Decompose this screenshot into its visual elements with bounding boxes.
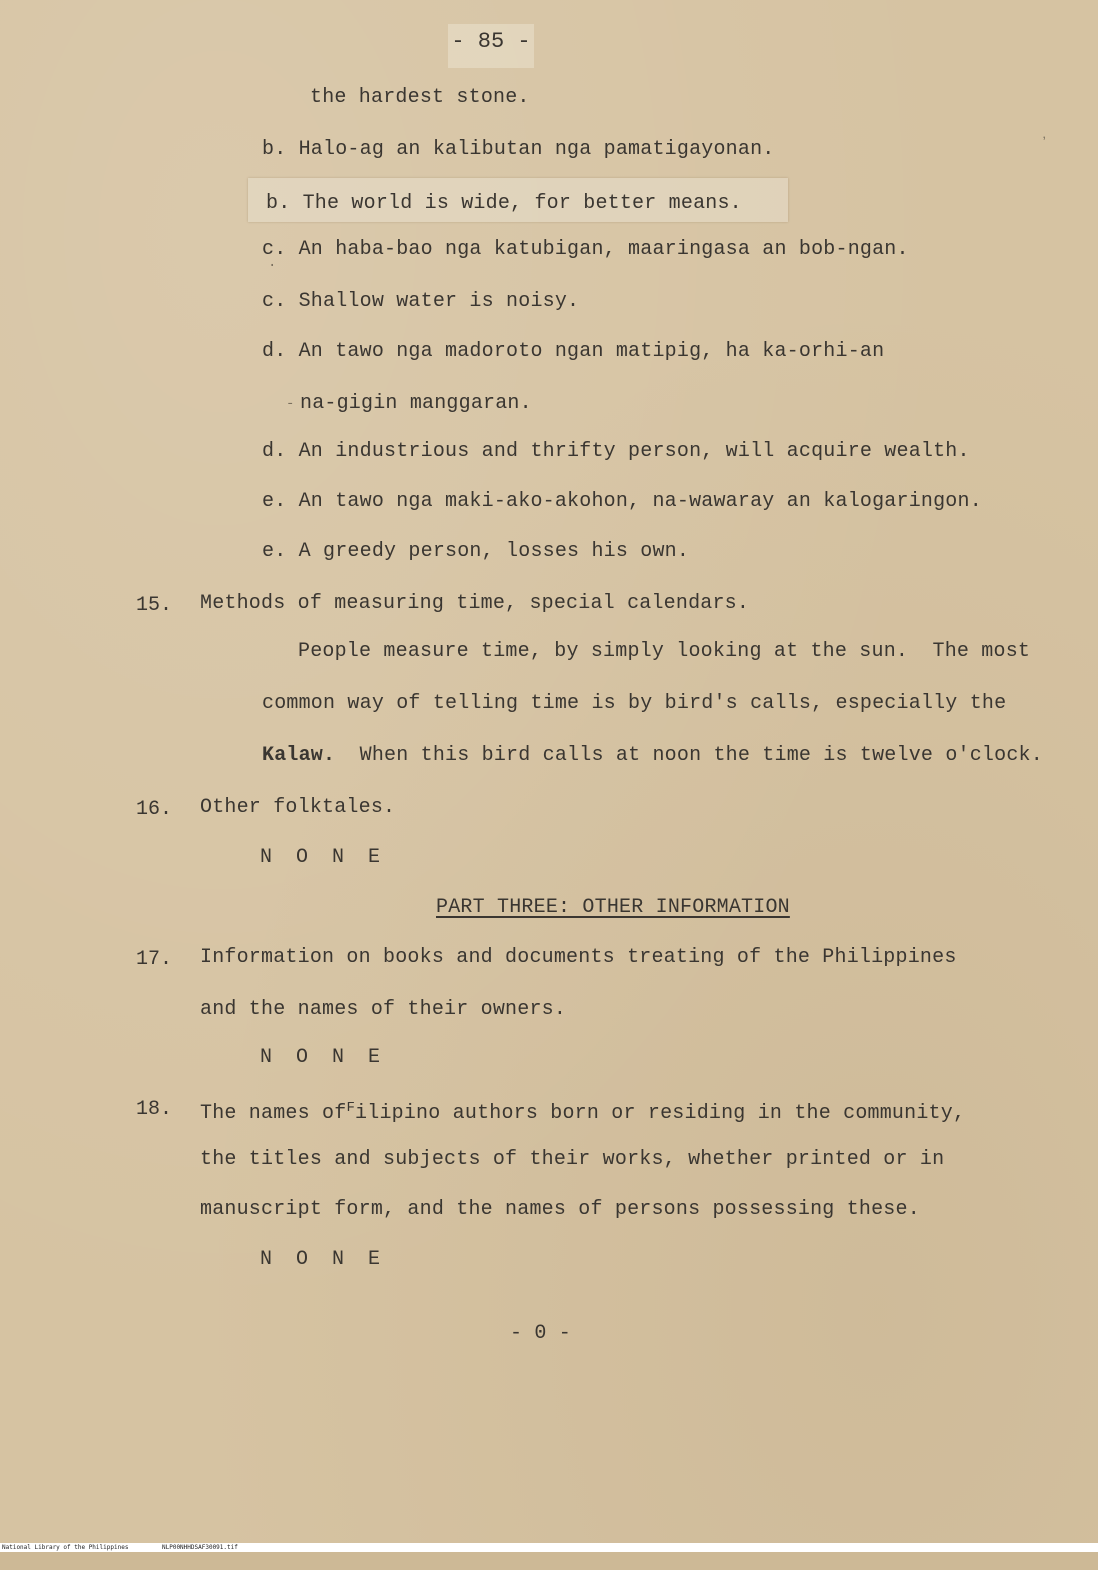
proverb-b-english: b. The world is wide, for better means. [266, 192, 742, 215]
stray-ink-mark: - [286, 396, 295, 412]
proverb-line-1: the hardest stone. [310, 86, 530, 109]
proverb-e-english: e. A greedy person, losses his own. [262, 540, 690, 563]
kalaw-bird-name: Kalaw. [262, 744, 336, 767]
section-18-line-1-a: The names of [200, 1102, 347, 1125]
proverb-e-waray: e. An tawo nga maki-ako-akohon, na-wawaray an kalogaringon. [262, 490, 982, 513]
section-17-number: 17. [136, 948, 173, 971]
section-16-heading: Other folktales. [200, 796, 396, 819]
proverb-d-waray: d. An tawo nga madoroto ngan matipig, ha ka-orhi-an [262, 340, 885, 363]
section-18-line-1-b: ilipino authors born or residing in the community, [355, 1102, 966, 1125]
section-15-number: 15. [136, 594, 173, 617]
footer-institution: National Library of the Philippines [2, 1544, 129, 1551]
section-18-line-1-sup: F [346, 1100, 356, 1116]
section-18-answer: N O N E [260, 1248, 387, 1271]
section-16-number: 16. [136, 798, 173, 821]
section-15-para-line-3-rest: When this bird calls at noon the time is twelve o'clock. [335, 744, 1043, 767]
section-15-para-line-1: People measure time, by simply looking at the sun. The most [298, 640, 1031, 663]
page-number: - 85 - [448, 24, 534, 68]
footer-file-name: NLP00NHHDSAF30091.tif [162, 1544, 238, 1551]
stray-ink-mark: · [268, 258, 277, 274]
section-17-line-2: and the names of their owners. [200, 998, 567, 1021]
scan-footer [0, 1543, 1098, 1552]
stray-ink-mark: ʼ [1040, 136, 1049, 152]
end-mark: - 0 - [510, 1322, 572, 1345]
section-15-heading: Methods of measuring time, special calendars. [200, 592, 750, 615]
section-16-answer: N O N E [260, 846, 387, 869]
proverb-c-english: c. Shallow water is noisy. [262, 290, 580, 313]
proverb-c-waray: c. An haba-bao nga katubigan, maaringasa an bob-ngan. [262, 238, 909, 261]
part-three-title: PART THREE: OTHER INFORMATION [436, 896, 790, 919]
proverb-d-waray-cont: na-gigin manggaran. [300, 392, 532, 415]
section-18-number: 18. [136, 1098, 173, 1121]
section-18-line-2: the titles and subjects of their works, whether printed or in [200, 1148, 945, 1171]
proverb-d-english: d. An industrious and thrifty person, will acquire wealth. [262, 440, 970, 463]
section-17-answer: N O N E [260, 1046, 387, 1069]
section-18-line-3: manuscript form, and the names of persons possessing these. [200, 1198, 920, 1221]
section-15-para-line-2: common way of telling time is by bird's calls, especially the [262, 692, 1007, 715]
section-15-para-line-3 [262, 744, 1043, 768]
section-17-line-1: Information on books and documents treating of the Philippines [200, 946, 957, 969]
proverb-b-waray: b. Halo-ag an kalibutan nga pamatigayonan. [262, 138, 775, 161]
section-18-line-1 [200, 1096, 965, 1126]
